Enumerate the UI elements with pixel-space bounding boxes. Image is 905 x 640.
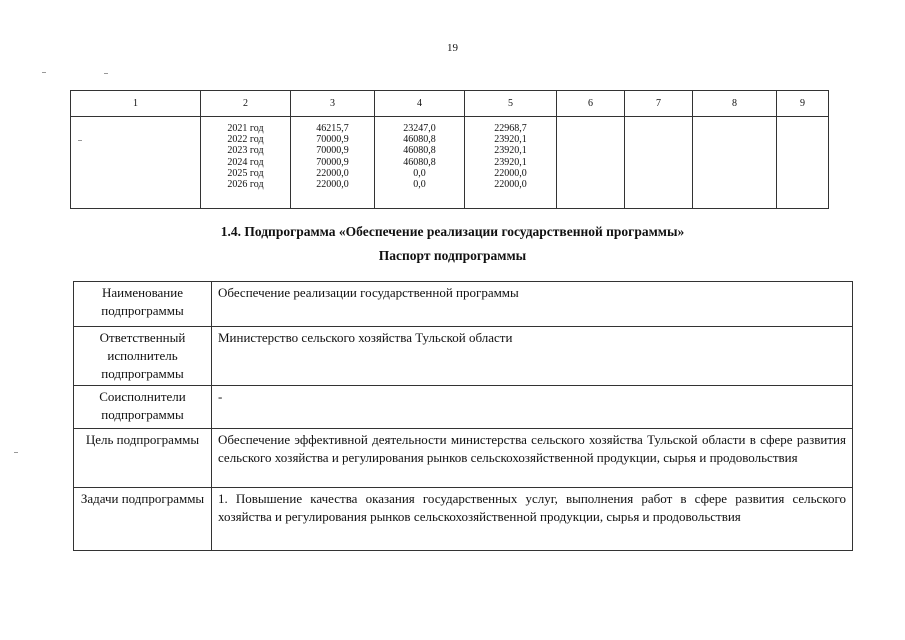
table-cell-value: 0,0 — [413, 179, 426, 191]
table-cell — [71, 117, 201, 209]
table-row — [71, 117, 829, 209]
table-cell-value: 46080,8 — [403, 156, 436, 168]
table-cell-value: 22000,0 — [494, 167, 527, 179]
passport-value: 1. Повышение качества оказания государственных услуг, выполнения работ в сфере развития сельского хозяйства и регулирования рынков сельскохозяйственной продукции, сырья и продовольствия — [212, 488, 853, 551]
col5-cell — [465, 117, 557, 209]
table-cell-value: 2024 год — [227, 156, 264, 168]
table-cell-value: 2025 год — [227, 167, 264, 179]
column-header: 5 — [465, 91, 557, 117]
col3-cell — [291, 117, 375, 209]
scan-mark — [42, 72, 46, 73]
passport-row — [74, 488, 853, 551]
table-cell-value: 46080,8 — [403, 145, 436, 157]
passport-label: Соисполнители подпрограммы — [74, 386, 212, 429]
col4-cell — [375, 117, 465, 209]
column-header: 8 — [693, 91, 777, 117]
column-header: 2 — [201, 91, 291, 117]
table-cell-value: 22968,7 — [494, 123, 527, 134]
table-cell — [693, 117, 777, 209]
column-header: 3 — [291, 91, 375, 117]
financing-table — [70, 90, 829, 209]
table-cell-value: 22000,0 — [316, 179, 349, 191]
passport-value: Министерство сельского хозяйства Тульской области — [212, 327, 853, 386]
passport-label: Ответственный исполнитель подпрограммы — [74, 327, 212, 386]
table-cell-value: 23920,1 — [494, 145, 527, 157]
table-cell-value: 46215,7 — [316, 123, 349, 134]
table-cell-value: 2022 год — [227, 134, 264, 146]
table-cell-value: 2026 год — [227, 179, 264, 191]
column-header: 9 — [777, 91, 829, 117]
passport-label: Цель подпрограммы — [74, 429, 212, 488]
section-title: 1.4. Подпрограмма «Обеспечение реализации государственной программы» — [220, 224, 685, 239]
column-header: 7 — [625, 91, 693, 117]
passport-row — [74, 327, 853, 386]
table-cell-value: 46080,8 — [403, 134, 436, 146]
passport-table — [73, 281, 853, 551]
scan-mark — [104, 73, 108, 74]
table-cell — [625, 117, 693, 209]
years-cell — [201, 117, 291, 209]
table-cell-value: 22000,0 — [316, 167, 349, 179]
table-cell-value: 23247,0 — [403, 123, 436, 134]
passport-title: Паспорт подпрограммы — [378, 248, 527, 263]
table-cell-value: 2023 год — [227, 145, 264, 157]
column-header: 4 — [375, 91, 465, 117]
passport-value: Обеспечение реализации государственной программы — [212, 282, 853, 327]
table-cell-value: 23920,1 — [494, 156, 527, 168]
table-cell — [557, 117, 625, 209]
table-cell-value: 22000,0 — [494, 179, 527, 191]
table-cell-value: 70000,9 — [316, 156, 349, 168]
passport-row — [74, 429, 853, 488]
passport-row — [74, 386, 853, 429]
table-header-row — [71, 91, 829, 117]
page-number: 19 — [447, 42, 458, 54]
passport-value: Обеспечение эффективной деятельности министерства сельского хозяйства Тульской области в сфере развития сельского хозяйства и регулирования рынков сельскохозяйственной продукции, сырья и продовольствия — [212, 429, 853, 488]
column-header: 1 — [71, 91, 201, 117]
passport-row — [74, 282, 853, 327]
table-cell — [777, 117, 829, 209]
table-cell-value: 0,0 — [413, 167, 426, 179]
passport-label: Наименование подпрограммы — [74, 282, 212, 327]
scan-mark — [14, 452, 18, 453]
table-cell-value: 70000,9 — [316, 145, 349, 157]
passport-label: Задачи подпрограммы — [74, 488, 212, 551]
table-cell-value: 2021 год — [227, 123, 264, 134]
table-cell-value: 23920,1 — [494, 134, 527, 146]
passport-value: - — [212, 386, 853, 429]
table-cell-value: 70000,9 — [316, 134, 349, 146]
column-header: 6 — [557, 91, 625, 117]
